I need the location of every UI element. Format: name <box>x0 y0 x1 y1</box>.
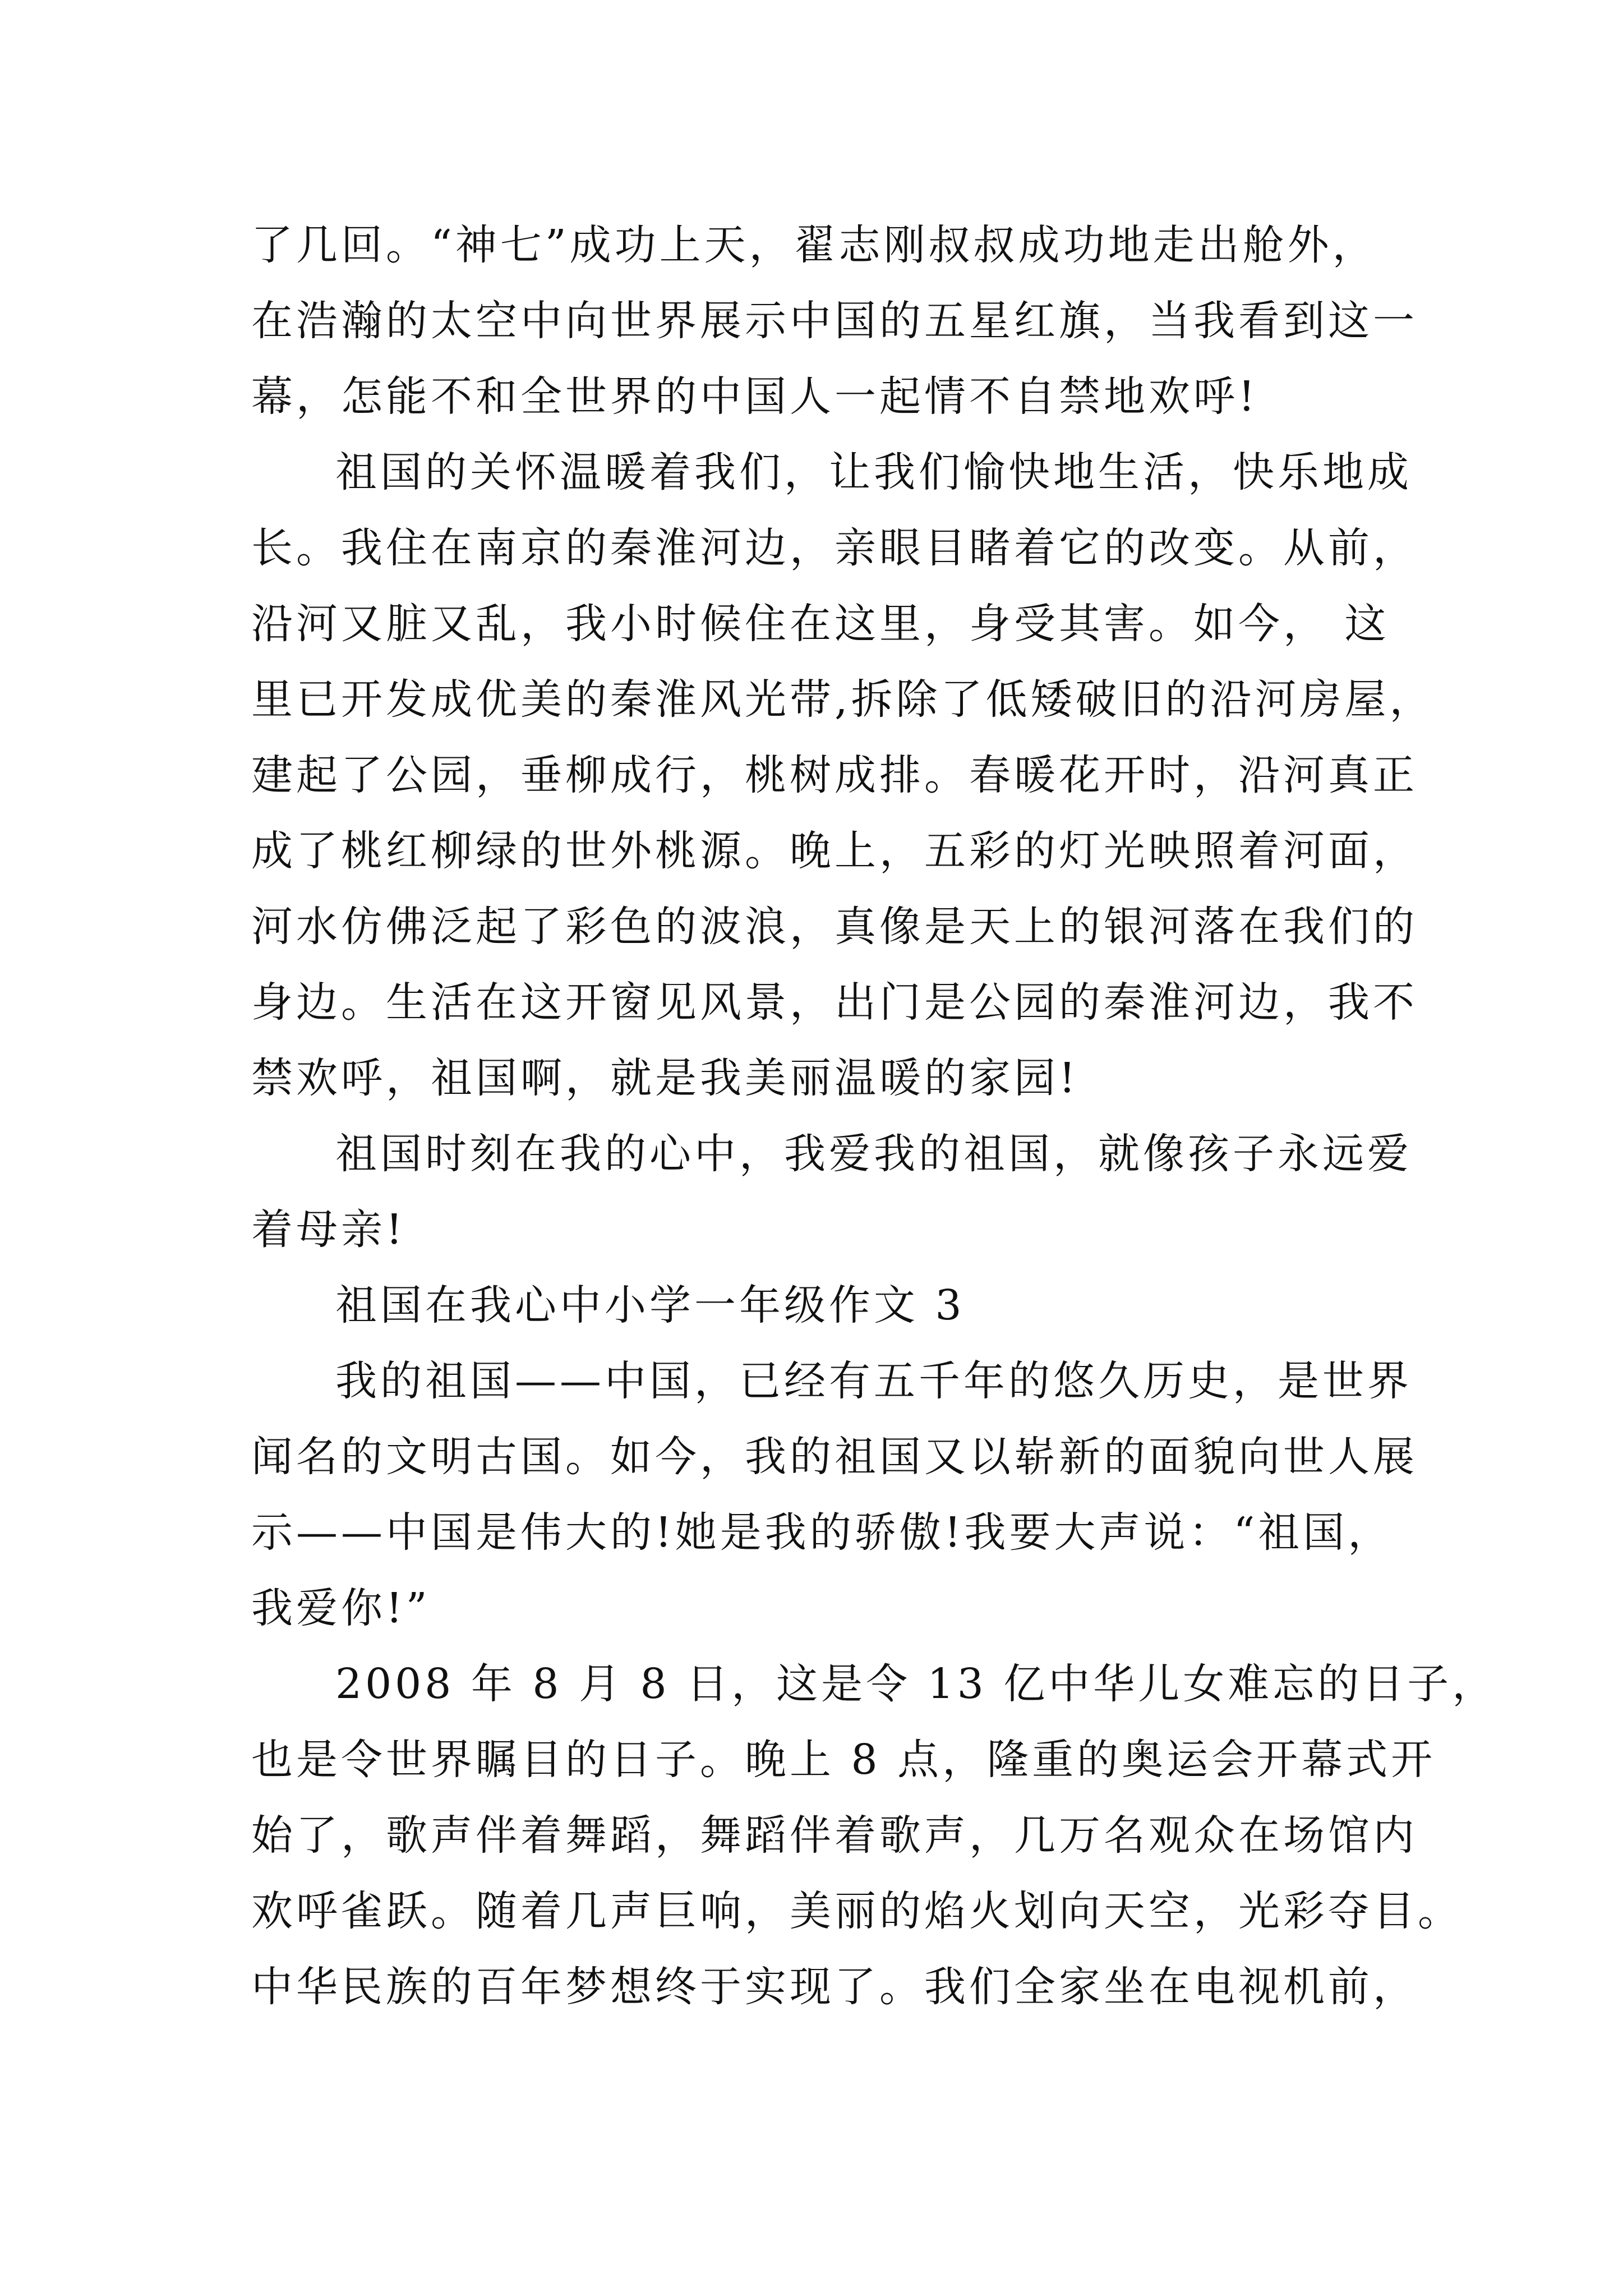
text-line: 长。我住在南京的秦淮河边，亲眼目睹着它的改变。从前， <box>251 524 1418 572</box>
text-line: 建起了公园，垂柳成行，桃树成排。春暖花开时，沿河真正 <box>251 751 1418 799</box>
text-line: 身边。生活在这开窗见风景，出门是公园的秦淮河边，我不 <box>251 978 1418 1027</box>
section-title: 祖国在我心中小学一年级作文 3 <box>335 1281 965 1329</box>
text-line: 里已开发成优美的秦淮风光带,拆除了低矮破旧的沿河房屋， <box>251 675 1435 724</box>
text-line: 成了桃红柳绿的世外桃源。晚上，五彩的灯光映照着河面， <box>251 827 1418 875</box>
body-text <box>251 208 1497 2025</box>
text-line: 闻名的文明古国。如今，我的祖国又以崭新的面貌向世人展 <box>251 1433 1418 1481</box>
text-line: 也是令世界瞩目的日子。晚上 8 点，隆重的奥运会开幕式开 <box>251 1736 1436 1784</box>
text-line: 中华民族的百年梦想终于实现了。我们全家坐在电视机前， <box>251 1963 1418 2011</box>
text-line: 祖国时刻在我的心中，我爱我的祖国，就像孩子永远爱 <box>335 1130 1412 1178</box>
text-line: 河水仿佛泛起了彩色的波浪，真像是天上的银河落在我们的 <box>251 903 1418 951</box>
text-line: 始了，歌声伴着舞蹈，舞蹈伴着歌声，几万名观众在场馆内 <box>251 1811 1418 1860</box>
text-line: 在浩瀚的太空中向世界展示中国的五星红旗，当我看到这一 <box>251 297 1418 345</box>
text-line: 祖国的关怀温暖着我们，让我们愉快地生活，快乐地成 <box>335 448 1412 496</box>
text-line: 我的祖国——中国，已经有五千年的悠久历史，是世界 <box>335 1357 1412 1405</box>
text-line: 了几回。“神七”成功上天，翟志刚叔叔成功地走出舱外， <box>251 221 1377 269</box>
text-line: 着母亲! <box>251 1205 406 1254</box>
text-line: 我爱你!” <box>251 1584 431 1632</box>
text-line: 沿河又脏又乱，我小时候住在这里，身受其害。如今， 这 <box>251 600 1390 648</box>
text-line: 示——中国是伟大的!她是我的骄傲!我要大声说：“祖国， <box>251 1508 1393 1557</box>
text-line: 欢呼雀跃。随着几声巨响，美丽的焰火划向天空，光彩夺目。 <box>251 1887 1463 1935</box>
text-line: 幕，怎能不和全世界的中国人一起情不自禁地欢呼! <box>251 372 1258 421</box>
text-line: 禁欢呼，祖国啊，就是我美丽温暖的家园! <box>251 1054 1079 1102</box>
text-line: 2008 年 8 月 8 日，这是令 13 亿中华儿女难忘的日子， <box>335 1660 1497 1708</box>
